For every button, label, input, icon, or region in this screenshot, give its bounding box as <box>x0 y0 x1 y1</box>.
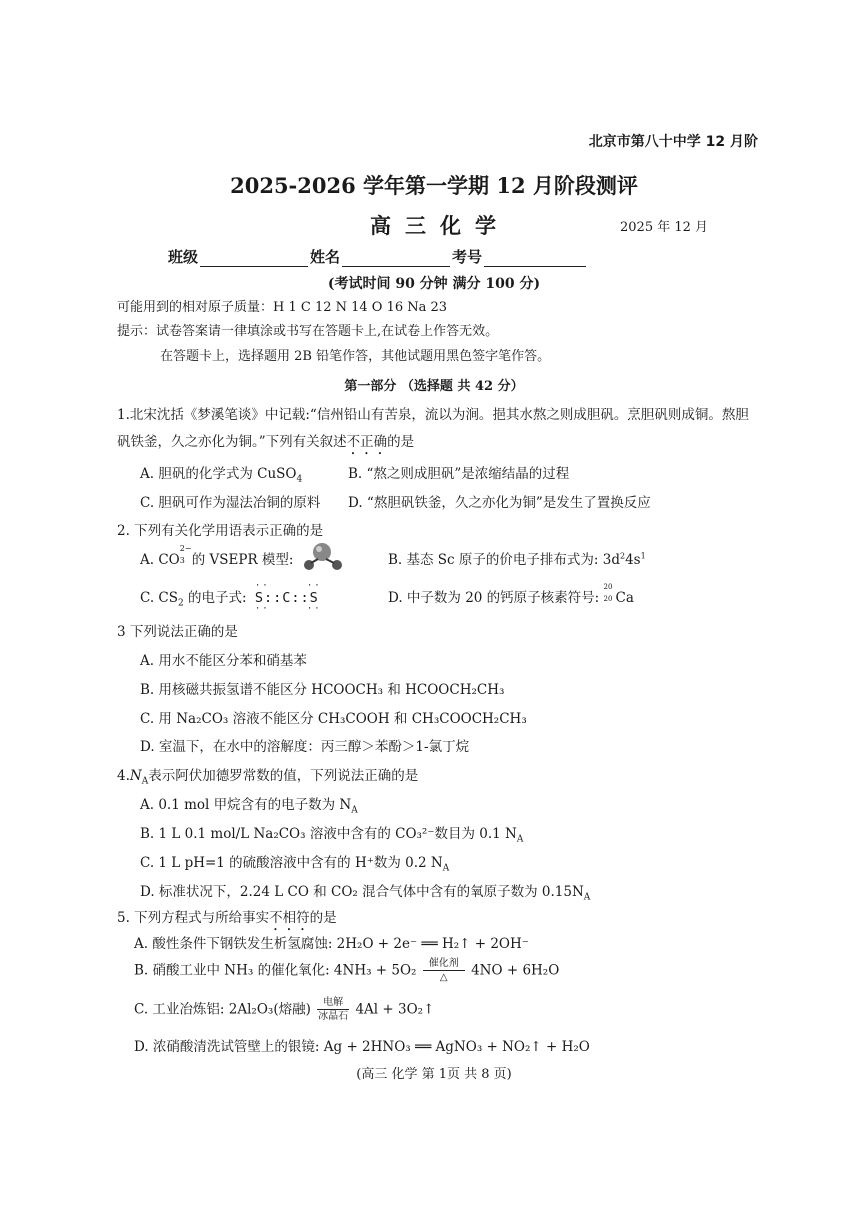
class-label: 班级 <box>168 248 199 266</box>
q1-option-a-text: A. 胆矾的化学式为 CuSO <box>140 466 297 482</box>
nuclide-symbol: Ca <box>615 590 634 606</box>
q4-stem <box>117 764 418 787</box>
nuclide-numbers <box>603 583 616 603</box>
q3-option-c: C. 用 Na₂CO₃ 溶液不能区分 CH₃COOH 和 CH₃COOCH₂CH₃ <box>140 711 527 727</box>
q2-option-c-text: C. CS <box>140 590 179 606</box>
q2-option-c <box>140 581 322 614</box>
q4-option-c <box>140 851 449 874</box>
q5-option-b <box>134 958 559 984</box>
q1-option-a-sub: 4 <box>296 474 303 485</box>
q1-option-d: D. “熬胆矾铁釜，久之亦化为铜”是发生了置换反应 <box>348 495 651 511</box>
q4-option-c-sub: A <box>442 863 450 874</box>
cryolite-label: 冰晶石 <box>318 1011 349 1022</box>
exam-date: 2025 年 12 月 <box>620 220 709 235</box>
q2-option-b-mid: 4s <box>625 552 641 568</box>
q2-option-d <box>388 583 634 606</box>
q2-option-b-text: B. 基态 Sc 原子的价电子排布式为: 3d <box>388 552 620 568</box>
catalyst-label: 催化剂 <box>423 958 465 971</box>
q5-option-c <box>134 997 434 1023</box>
school-header: 北京市第八十中学 12 月阶 <box>588 134 758 150</box>
q5-stem-text-a: 5. 下列方程式与所给事实 <box>117 910 270 926</box>
q2-option-a-suffix: 的 VSEPR 模型: <box>191 552 294 568</box>
q4-option-d-text: D. 标准状况下，2.24 L CO 和 CO₂ 混合气体中含有的氧原子数为 0.15N <box>140 884 584 900</box>
q4-option-b-sub: A <box>516 834 524 845</box>
q4-option-a-sub: A <box>351 805 358 816</box>
name-blank <box>342 250 450 267</box>
exam-title: 2025-2026 学年第一学期 12 月阶段测评 <box>230 173 638 198</box>
cs2-lewis-text: S::C::S <box>254 590 319 606</box>
q5-option-b-prefix: B. 硝酸工业中 NH₃ 的催化氧化: 4NH₃ + 5O₂ <box>134 962 417 979</box>
q2-option-c-sub: 2 <box>178 598 184 609</box>
vsepr-model-icon <box>300 542 346 572</box>
q4-option-b <box>140 822 523 845</box>
q2-option-b-sup2: 1 <box>640 551 646 561</box>
q5-stem-text-b: 的是 <box>309 910 337 926</box>
q1-stem-text-a: 矾铁釜，久之亦化为铜。”下列有关叙述 <box>117 434 347 450</box>
q2-option-d-text: D. 中子数为 20 的钙原子核素符号: <box>388 590 604 606</box>
tip-line-1: 提示：试卷答案请一律填涂或书写在答题卡上,在试卷上作答无效。 <box>117 324 499 339</box>
heat-symbol: △ <box>439 972 448 983</box>
q4-option-a <box>140 793 358 816</box>
subject-title: 高三化学 <box>370 213 510 238</box>
q1-stem-line1: 1.北宋沈括《梦溪笔谈》中记载:“信州铅山有苦泉，流以为涧。挹其水熬之则成胆矾。烹胆矾则成铜。熬胆 <box>117 407 749 423</box>
q5-stem <box>117 906 337 934</box>
q3-option-a: A. 用水不能区分苯和硝基苯 <box>140 653 307 669</box>
q2-option-a-prefix: A. CO <box>140 552 180 568</box>
q4-stem-number: 4. <box>117 768 130 784</box>
q3-stem: 3 下列说法正确的是 <box>117 624 238 640</box>
q5-option-c-suffix: 4Al + 3O₂↑ <box>355 1001 435 1018</box>
q4-na-symbol: N <box>129 768 142 784</box>
q1-option-a <box>140 462 302 485</box>
electrolysis-label: 电解 <box>317 997 349 1010</box>
q5-option-b-suffix: 4NO + 6H₂O <box>471 962 560 979</box>
q2-option-c-suffix: 的电子式: <box>183 590 247 606</box>
q4-option-a-text: A. 0.1 mol 甲烷含有的电子数为 N <box>140 797 352 813</box>
q4-option-c-text: C. 1 L pH=1 的硫酸溶液中含有的 H⁺数为 0.2 N <box>140 855 443 871</box>
page-footer: (高三 化学 第 1页 共 8 页) <box>356 1067 512 1082</box>
nuclide-mass-number: 20 <box>603 583 613 591</box>
q3-option-b: B. 用核磁共振氢谱不能区分 HCOOCH₃ 和 HCOOCH₂CH₃ <box>140 682 505 698</box>
q2-option-b-sup1: 2 <box>619 551 626 561</box>
co3-charge: 2− 3 <box>179 544 192 565</box>
catalyst-condition <box>423 958 465 984</box>
q4-option-d-sub: A <box>583 892 591 903</box>
q3-option-d: D. 室温下，在水中的溶解度：丙三醇＞苯酚＞1-氯丁烷 <box>140 739 470 755</box>
q5-option-d: D. 浓硝酸清洗试管壁上的银镜: Ag + 2HNO₃ ══ AgNO₃ + NO₂↑ + H₂O <box>134 1039 590 1055</box>
q4-stem-text: 表示阿伏加德罗常数的值，下列说法正确的是 <box>148 768 419 784</box>
electrolysis-condition <box>317 997 349 1023</box>
q1-emphasis: 不正确 <box>346 434 388 450</box>
section-heading: 第一部分 （选择题 共 42 分） <box>344 379 524 394</box>
id-blank <box>484 250 586 267</box>
student-info-row <box>168 246 588 267</box>
q4-option-b-text: B. 1 L 0.1 mol/L Na₂CO₃ 溶液中含有的 CO₃²⁻数目为 0.1 N <box>140 826 517 842</box>
q1-stem-text-b: 的是 <box>387 434 415 450</box>
q5-emphasis: 不相符 <box>269 910 310 926</box>
tip-line-2: 在答题卡上，选择题用 2B 铅笔作答，其他试题用黑色签字笔作答。 <box>160 349 551 364</box>
q2-option-a <box>140 544 346 572</box>
name-label: 姓名 <box>310 248 341 266</box>
cs2-lewis-structure: ·· ·· S::C::S ·· ·· <box>254 581 322 614</box>
q2-stem: 2. 下列有关化学用语表示正确的是 <box>117 523 324 539</box>
id-label: 考号 <box>452 248 483 266</box>
q1-stem-line2 <box>117 430 414 458</box>
q2-option-b <box>388 548 646 568</box>
q5-option-c-prefix: C. 工业冶炼铝: 2Al₂O₃(熔融) <box>134 1001 311 1018</box>
atomic-masses: 可能用到的相对原子质量：H 1 C 12 N 14 O 16 Na 23 <box>117 300 448 315</box>
q4-option-d <box>140 880 590 903</box>
class-blank <box>200 250 308 267</box>
q5-option-a: A. 酸性条件下钢铁发生析氢腐蚀: 2H₂O + 2e⁻ ══ H₂↑ + 2OH⁻ <box>134 936 529 952</box>
q4-na-sub: A <box>141 776 149 787</box>
exam-time-note: (考试时间 90 分钟 满分 100 分) <box>327 276 541 292</box>
q1-option-b: B. “熬之则成胆矾”是浓缩结晶的过程 <box>348 466 570 482</box>
nuclide-atomic-number: 20 <box>603 595 613 603</box>
q1-option-c: C. 胆矾可作为湿法冶铜的原料 <box>140 495 321 511</box>
